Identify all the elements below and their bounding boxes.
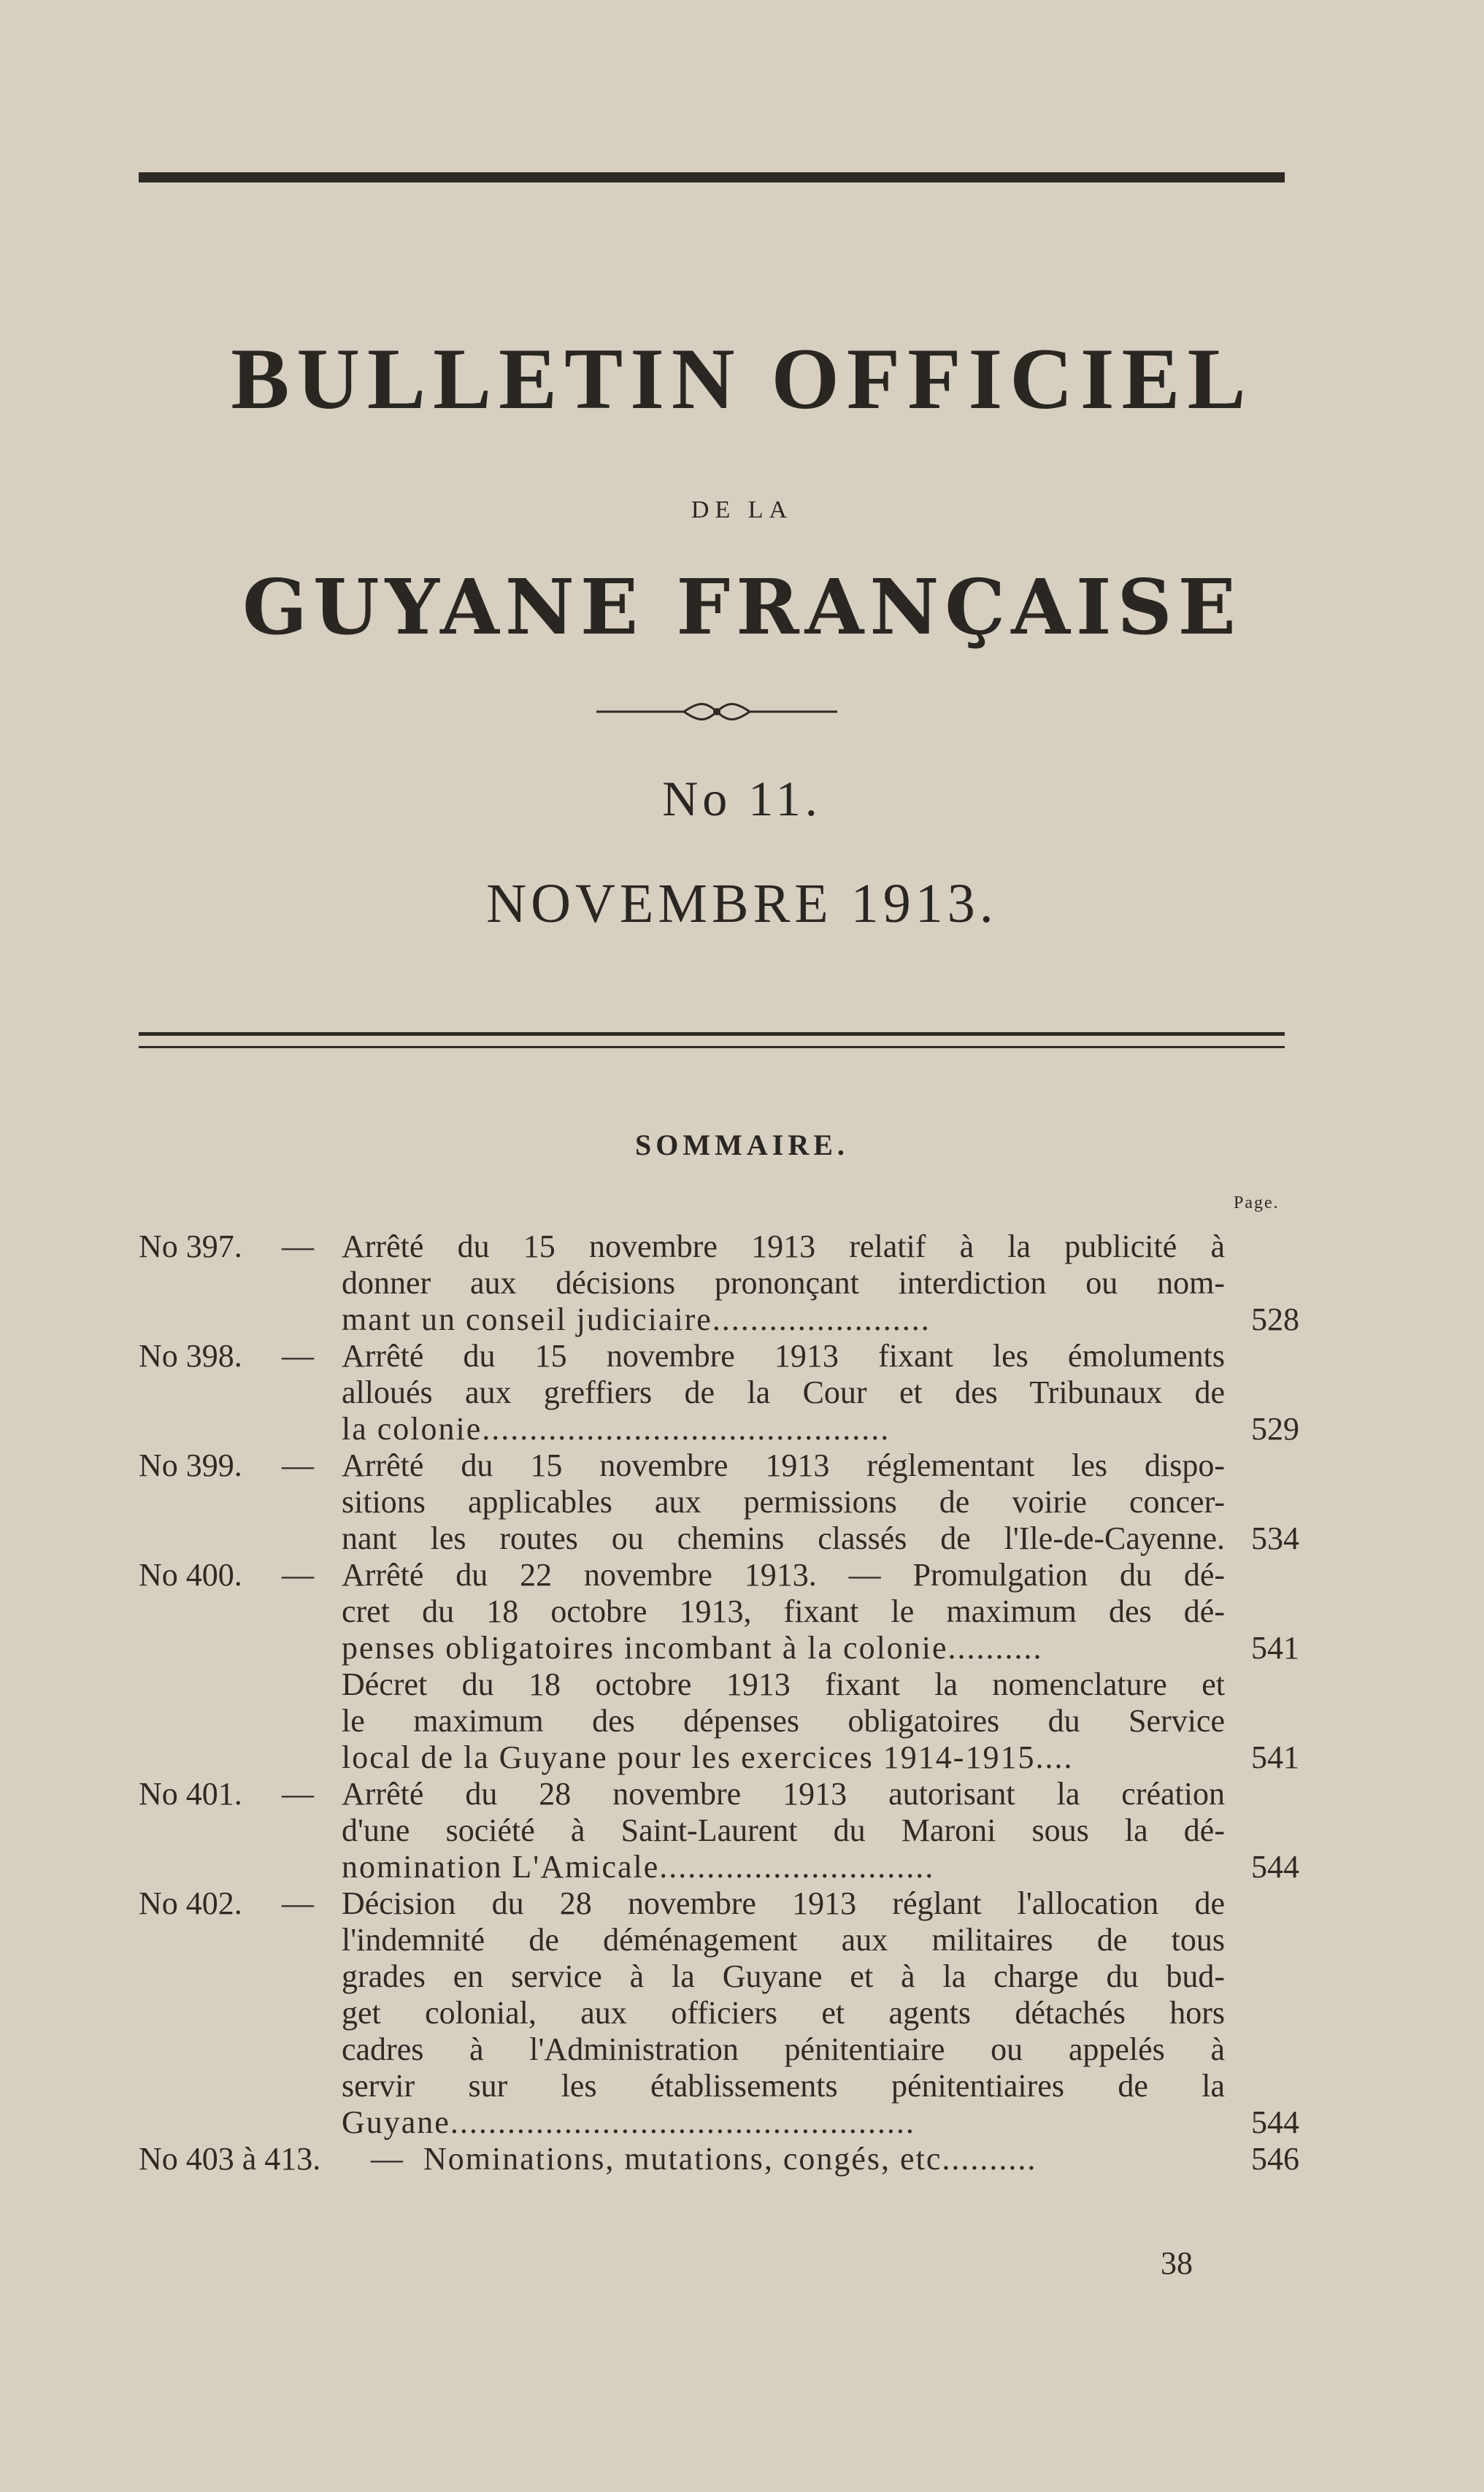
entry-number: No 402.: [139, 1885, 242, 1921]
territory-title: GUYANE FRANÇAISE: [242, 562, 1242, 652]
entry-line: Décret du 18 octobre 1913 fixant la nomenclature et: [342, 1666, 1225, 1702]
entry-line: mant un conseil judiciaire.......................: [342, 1301, 931, 1337]
list-item: [139, 1447, 1307, 1484]
list-item: [139, 1666, 1307, 1703]
top-rule: [139, 172, 1285, 182]
entry-dash: —: [282, 1776, 314, 1812]
list-item: [139, 1958, 1307, 1995]
list-item: [139, 1265, 1307, 1301]
ornament-divider: [596, 697, 837, 726]
entry-number: No 403 à 413.: [139, 2141, 321, 2177]
list-item: [139, 1484, 1307, 1520]
list-item: [139, 1885, 1307, 1922]
entry-number: No 400.: [139, 1557, 242, 1593]
list-item: [139, 1374, 1307, 1411]
entry-dash: —: [282, 1338, 314, 1374]
entry-line: l'indemnité de déménagement aux militaires de tous: [342, 1922, 1225, 1958]
entry-number: No 399.: [139, 1447, 242, 1483]
list-item: [139, 1776, 1307, 1812]
entry-number: No 401.: [139, 1776, 242, 1812]
list-item: [139, 1301, 1307, 1338]
de-la-label: DE LA: [691, 496, 793, 523]
entry-line: get colonial, aux officiers et agents détachés hors: [342, 1995, 1225, 2031]
entry-line: sitions applicables aux permissions de voirie concer-: [342, 1484, 1225, 1520]
entry-page: 541: [1251, 1630, 1299, 1666]
middle-rule-thin: [139, 1046, 1285, 1048]
list-item: [139, 1411, 1307, 1447]
list-item: [139, 1228, 1307, 1265]
list-item: [139, 2031, 1307, 2068]
entry-dash: —: [371, 2141, 403, 2177]
entry-line: nant les routes ou chemins classés de l'Ile-de-Cayenne.: [342, 1520, 1225, 1556]
entry-line: Arrêté du 22 novembre 1913. — Promulgation du dé-: [342, 1557, 1225, 1593]
entry-line: nomination L'Amicale.............................: [342, 1849, 935, 1885]
entry-page: 534: [1251, 1520, 1299, 1556]
entry-line: le maximum des dépenses obligatoires du Service: [342, 1703, 1225, 1739]
entry-line: Arrêté du 28 novembre 1913 autorisant la création: [342, 1776, 1225, 1812]
entry-line: d'une société à Saint-Laurent du Maroni sous la dé-: [342, 1812, 1225, 1848]
page-column-label: Page.: [1234, 1193, 1280, 1212]
entry-page: 544: [1251, 1849, 1299, 1885]
entry-line: penses obligatoires incombant à la colonie..........: [342, 1630, 1043, 1666]
entry-page: 546: [1251, 2141, 1299, 2177]
list-item: [139, 1922, 1307, 1958]
entry-line: donner aux décisions prononçant interdiction ou nom-: [342, 1265, 1225, 1301]
entry-line: Décision du 28 novembre 1913 réglant l'allocation de: [342, 1885, 1225, 1921]
list-item: [139, 1849, 1307, 1885]
entry-line: servir sur les établissements pénitentiaires de la: [342, 2068, 1225, 2104]
entry-line: Guyane.................................................: [342, 2104, 915, 2140]
entry-dash: —: [282, 1885, 314, 1921]
entry-line: alloués aux greffiers de la Cour et des Tribunaux de: [342, 1374, 1225, 1410]
entry-line: grades en service à la Guyane et à la charge du bud-: [342, 1958, 1225, 1994]
list-item: [139, 2141, 1307, 2177]
issue-number: No 11.: [662, 771, 822, 826]
list-item: [139, 1739, 1307, 1776]
entry-dash: —: [282, 1557, 314, 1593]
entry-line: local de la Guyane pour les exercices 1914-1915....: [342, 1739, 1074, 1775]
entry-number: No 397.: [139, 1228, 242, 1264]
issue-date: NOVEMBRE 1913.: [486, 873, 998, 934]
list-item: [139, 1557, 1307, 1593]
entry-number: No 398.: [139, 1338, 242, 1374]
table-of-contents: [139, 1228, 1307, 2177]
entry-line: Arrêté du 15 novembre 1913 relatif à la publicité à: [342, 1228, 1225, 1264]
list-item: [139, 1630, 1307, 1666]
list-item: [139, 1593, 1307, 1630]
entry-page: 541: [1251, 1739, 1299, 1775]
entry-line: la colonie...........................................: [342, 1411, 891, 1447]
entry-line: Arrêté du 15 novembre 1913 fixant les émoluments: [342, 1338, 1225, 1374]
bulletin-title: BULLETIN OFFICIEL: [231, 330, 1253, 427]
handwritten-folio: 38: [1161, 2245, 1193, 2281]
entry-line: cret du 18 octobre 1913, fixant le maximum des dé-: [342, 1593, 1225, 1629]
entry-page: 544: [1251, 2104, 1299, 2140]
list-item: [139, 1703, 1307, 1739]
sommaire-heading: SOMMAIRE.: [635, 1128, 849, 1161]
middle-rule: [139, 1032, 1285, 1036]
list-item: [139, 1812, 1307, 1849]
entry-line: Nominations, mutations, congés, etc..........: [423, 2141, 1037, 2177]
entry-dash: —: [282, 1228, 314, 1264]
list-item: [139, 1995, 1307, 2031]
entry-line: Arrêté du 15 novembre 1913 réglementant les dispo-: [342, 1447, 1225, 1483]
entry-dash: —: [282, 1447, 314, 1483]
list-item: [139, 1338, 1307, 1374]
entry-line: cadres à l'Administration pénitentiaire ou appelés à: [342, 2031, 1225, 2067]
entry-page: 528: [1251, 1301, 1299, 1337]
list-item: [139, 2068, 1307, 2104]
entry-page: 529: [1251, 1411, 1299, 1447]
list-item: [139, 2104, 1307, 2141]
list-item: [139, 1520, 1307, 1557]
